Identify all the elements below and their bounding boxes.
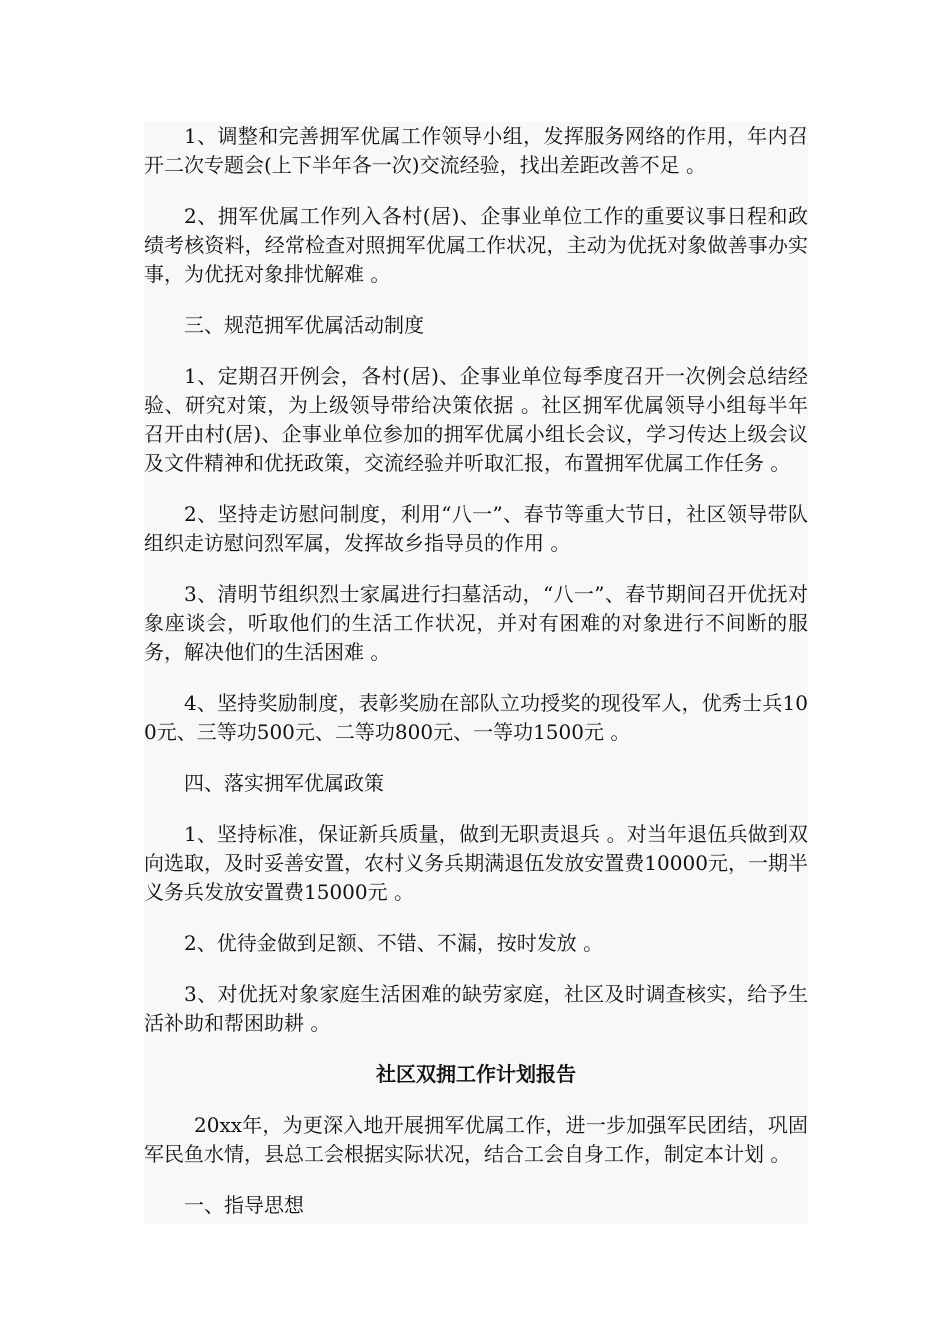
paragraph-9: 3、对优抚对象家庭生活困难的缺劳家庭，社区及时调查核实，给予生活补助和帮困助耕 。 (144, 982, 808, 1035)
paragraph-6: 4、坚持奖励制度，表彰奖励在部队立功授奖的现役军人，优秀士兵100元、三等功500元、二等功800元、一等功1500元 。 (144, 691, 808, 744)
section-heading-4: 四、落实拥军优属政策 (184, 771, 384, 795)
paragraph-8: 2、优待金做到足额、不错、不漏，按时发放 。 (184, 931, 604, 955)
intro-paragraph: 20xx年，为更深入地开展拥军优属工作，进一步加强军民团结，巩固军民鱼水情，县总工会根据实际状况，结合工会自身工作，制定本计划 。 (144, 1113, 808, 1166)
paragraph-7: 1、坚持标准，保证新兵质量，做到无职责退兵 。对当年退伍兵做到双向选取，及时妥善安置，农村义务兵期满退伍发放安置费10000元，一期半义务兵发放安置费15000元 。 (144, 822, 808, 904)
paragraph-4: 2、坚持走访慰问制度，利用“八一”、春节等重大节日，社区领导带队组织走访慰问烈军属，发挥故乡指导员的作用 。 (144, 502, 808, 555)
document-title: 社区双拥工作计划报告 (376, 1062, 576, 1086)
section-heading-3: 三、规范拥军优属活动制度 (184, 313, 424, 337)
paragraph-1: 1、调整和完善拥军优属工作领导小组，发挥服务网络的作用，年内召开二次专题会(上下半年各一次)交流经验，找出差距改善不足 。 (144, 124, 808, 177)
section-heading-1: 一、指导思想 (184, 1193, 304, 1217)
paragraph-2: 2、拥军优属工作列入各村(居)、企事业单位工作的重要议事日程和政绩考核资料，经常检查对照拥军优属工作状况，主动为优抚对象做善事办实事，为优抚对象排忧解难 。 (144, 204, 808, 286)
paragraph-5: 3、清明节组织烈士家属进行扫墓活动，“八一”、春节期间召开优抚对象座谈会，听取他们的生活工作状况，并对有困难的对象进行不间断的服务，解决他们的生活困难 。 (144, 582, 808, 664)
document-page (144, 122, 808, 1224)
paragraph-3: 1、定期召开例会，各村(居)、企事业单位每季度召开一次例会总结经验、研究对策，为上级领导带给决策依据 。社区拥军优属领导小组每半年召开由村(居)、企事业单位参加的拥军优属小组长会议，学习传达上级会议及文件精神和优抚政策，交流经验并听取汇报，布置拥军优属工作任务 。 (144, 364, 808, 475)
